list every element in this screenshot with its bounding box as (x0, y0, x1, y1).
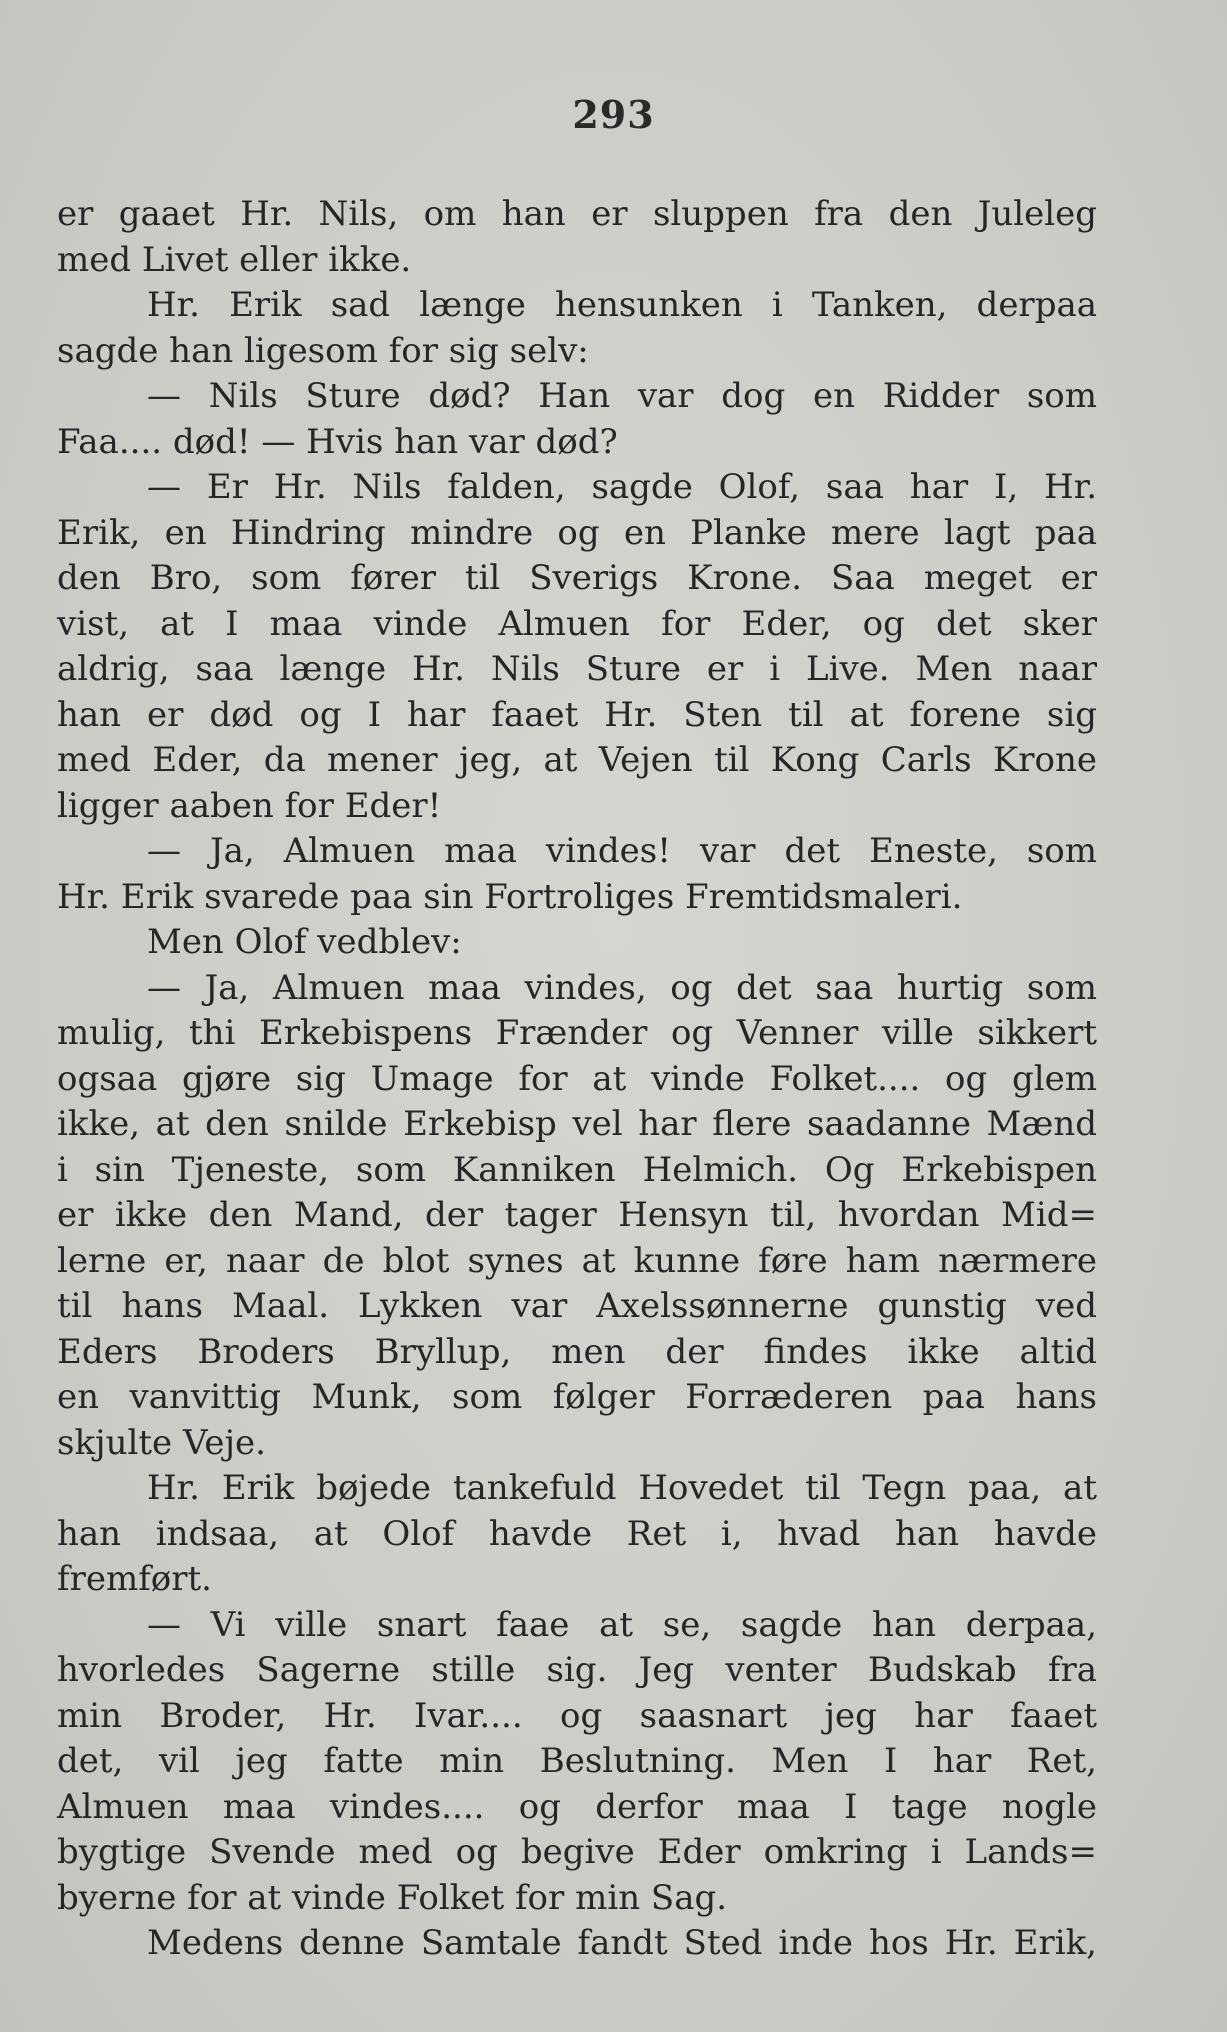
page-number: 293 (572, 92, 655, 137)
text-line: med Livet eller ikke. (57, 239, 412, 280)
text-line: — Ja, Almuen maa vindes, og det saa hurtig som (147, 967, 1097, 1008)
text-line: han indsaa, at Olof havde Ret i, hvad han havde (57, 1513, 1097, 1554)
text-line: med Eder, da mener jeg, at Vejen til Kong Carls Krone (57, 740, 1097, 780)
text-line: Almuen maa vindes.... og derfor maa I tage nogle (57, 1786, 1097, 1827)
text-line: en vanvittig Munk, som følger Forræderen paa hans (57, 1377, 1097, 1417)
text-line: aldrig, saa længe Hr. Nils Sture er i Live. Men naar (57, 649, 1097, 689)
text-line: fremført. (57, 1559, 212, 1599)
text-line: — Vi ville snart faae at se, sagde han derpaa, (147, 1604, 1097, 1645)
text-line: i sin Tjeneste, som Kanniken Helmich. Og Erkebispen (57, 1149, 1097, 1190)
text-line: Eders Broders Bryllup, men der findes ikke altid (57, 1331, 1097, 1372)
text-line: Hr. Erik sad længe hensunken i Tanken, derpaa (147, 285, 1097, 325)
text-line: Faa.... død! — Hvis han var død? (57, 421, 618, 462)
text-line: — Er Hr. Nils falden, sagde Olof, saa har I, Hr. (147, 467, 1097, 507)
text-line: hvorledes Sagerne stille sig. Jeg venter Budskab fra (57, 1650, 1097, 1690)
text-line: den Bro, som fører til Sverigs Krone. Saa meget er (57, 558, 1097, 598)
text-line: Men Olof vedblev: (147, 922, 462, 962)
text-line: bygtige Svende med og begive Eder omkring i Lands= (57, 1832, 1097, 1872)
text-body (57, 192, 1097, 1967)
text-line: min Broder, Hr. Ivar.... og saasnart jeg har faaet (57, 1695, 1097, 1736)
text-line: Hr. Erik bøjede tankefuld Hovedet til Tegn paa, at (147, 1468, 1097, 1508)
text-line: er ikke den Mand, der tager Hensyn til, hvordan Mid= (57, 1195, 1097, 1235)
text-line: Hr. Erik svarede paa sin Fortroliges Fremtidsmaleri. (57, 876, 963, 917)
text-line: ikke, at den snilde Erkebisp vel har flere saadanne Mænd (57, 1104, 1097, 1144)
text-line: skjulte Veje. (57, 1422, 266, 1463)
text-line: Erik, en Hindring mindre og en Planke mere lagt paa (57, 512, 1097, 553)
text-line: Medens denne Samtale fandt Sted inde hos Hr. Erik, (147, 1923, 1097, 1963)
text-line: det, vil jeg fatte min Beslutning. Men I har Ret, (57, 1741, 1097, 1781)
text-line: mulig, thi Erkebispens Frænder og Venner ville sikkert (57, 1013, 1097, 1053)
text-line: — Ja, Almuen maa vindes! var det Eneste, som (147, 831, 1097, 871)
text-line: til hans Maal. Lykken var Axelssønnerne gunstig ved (57, 1286, 1097, 1326)
text-line: vist, at I maa vinde Almuen for Eder, og det sker (57, 603, 1097, 644)
text-line: ligger aaben for Eder! (57, 785, 442, 826)
text-line: byerne for at vinde Folket for min Sag. (57, 1877, 728, 1918)
text-line: han er død og I har faaet Hr. Sten til at forene sig (57, 694, 1097, 735)
text-line: — Nils Sture død? Han var dog en Ridder som (147, 376, 1097, 416)
text-line: er gaaet Hr. Nils, om han er sluppen fra den Juleleg (57, 194, 1097, 234)
text-line: lerne er, naar de blot synes at kunne føre ham nærmere (57, 1240, 1097, 1281)
text-line: ogsaa gjøre sig Umage for at vinde Folket.... og glem (57, 1058, 1097, 1099)
text-line: sagde han ligesom for sig selv: (57, 330, 589, 371)
